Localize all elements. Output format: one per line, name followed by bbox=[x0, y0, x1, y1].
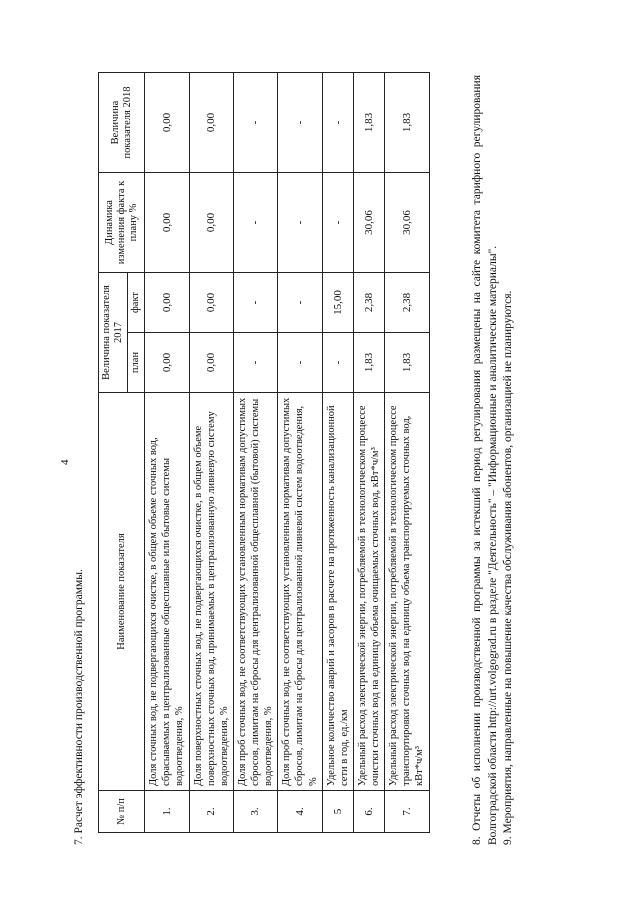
note-8: 8. Отчеты об исполнении производственной программы за истекший период регулирования размещены на сайте комитета тарифного регулирования Волгоградской области http://urt.volgograd.ru в разделе "Деятельность" – "Информационные и аналитические материалы". bbox=[471, 75, 499, 845]
row-value-2018: 0,00 bbox=[189, 73, 233, 173]
row-value-2018: - bbox=[322, 73, 353, 173]
row-num: 5 bbox=[322, 791, 353, 833]
row-num: 1. bbox=[145, 791, 189, 833]
row-fact: - bbox=[233, 273, 277, 333]
row-plan: 1,83 bbox=[385, 333, 429, 393]
table-row bbox=[353, 73, 384, 833]
header-value-2017: Величина показателя 2017 bbox=[99, 273, 128, 393]
row-num: 3. bbox=[233, 791, 277, 833]
row-plan: - bbox=[322, 333, 353, 393]
efficiency-table bbox=[98, 72, 430, 833]
row-dynamics: - bbox=[233, 173, 277, 273]
notes-block bbox=[470, 75, 517, 845]
row-num: 7. bbox=[385, 791, 429, 833]
table-row bbox=[189, 73, 233, 833]
row-name: Доля поверхностных сточных вод, не подвергающихся очистке, в общем объеме поверхностных сточных вод, принимаемых в централизованную ливневую систему водоотведения, % bbox=[189, 393, 233, 791]
row-dynamics: 0,00 bbox=[145, 173, 189, 273]
row-fact: 0,00 bbox=[189, 273, 233, 333]
note-9: 9. Мероприятия, направленные на повышение качества обслуживания абонентов, организацией не планируются. bbox=[502, 290, 515, 845]
row-num: 6. bbox=[353, 791, 384, 833]
row-value-2018: - bbox=[233, 73, 277, 173]
row-name: Доля проб сточных вод, не соответствующих установленным нормативам допустимых сбросов, лимитам на сбросы для централизованной ливневой систем водоотведения, % bbox=[278, 393, 322, 791]
row-value-2018: 0,00 bbox=[145, 73, 189, 173]
header-num: № п/п bbox=[99, 791, 145, 833]
row-num: 4. bbox=[278, 791, 322, 833]
row-value-2018: - bbox=[278, 73, 322, 173]
row-plan: 0,00 bbox=[145, 333, 189, 393]
row-dynamics: 0,00 bbox=[189, 173, 233, 273]
table-row bbox=[233, 73, 277, 833]
row-name: Удельный расход электрической энергии, потребляемой в технологическом процессе транспортировки сточных вод на единицу объема транспортируемых сточных вод, кВт*ч/м³ bbox=[385, 393, 429, 791]
row-fact: - bbox=[278, 273, 322, 333]
row-dynamics: 30,06 bbox=[353, 173, 384, 273]
header-name: Наименование показателя bbox=[99, 393, 145, 791]
header-fact: факт bbox=[128, 273, 145, 333]
row-name: Доля проб сточных вод, не соответствующих установленным нормативам допустимых сбросов, лимитам на сбросы для централизованной общесплавной (бытовой) системы водоотведения, % bbox=[233, 393, 277, 791]
row-dynamics: - bbox=[278, 173, 322, 273]
row-value-2018: 1,83 bbox=[353, 73, 384, 173]
row-name: Доля сточных вод, не подвергающихся очистке, в общем объеме сточных вод, сбрасываемых в централизованные общесплавные или бытовые системы водоотведения, % bbox=[145, 393, 189, 791]
row-name: Удельный расход электрической энергии, потребляемой в технологическом процессе очистки сточных вод на единицу объема очищаемых сточных вод, кВт*ч/м³ bbox=[353, 393, 384, 791]
row-name: Удельное количество аварий и засоров в расчете на протяженность канализационной сети в год, ед./км bbox=[322, 393, 353, 791]
page-number: 4 bbox=[59, 459, 71, 465]
row-dynamics: 30,06 bbox=[385, 173, 429, 273]
row-fact: 15,00 bbox=[322, 273, 353, 333]
table-row bbox=[385, 73, 429, 833]
row-plan: 0,00 bbox=[189, 333, 233, 393]
row-value-2018: 1,83 bbox=[385, 73, 429, 173]
rotated-content bbox=[60, 65, 560, 845]
row-plan: - bbox=[233, 333, 277, 393]
table-row bbox=[278, 73, 322, 833]
row-dynamics: - bbox=[322, 173, 353, 273]
row-fact: 0,00 bbox=[145, 273, 189, 333]
header-plan: план bbox=[128, 333, 145, 393]
row-num: 2. bbox=[189, 791, 233, 833]
table-row bbox=[322, 73, 353, 833]
header-value-2018: Величина показателя 2018 bbox=[99, 73, 145, 173]
table-row bbox=[145, 73, 189, 833]
row-fact: 2,38 bbox=[353, 273, 384, 333]
row-fact: 2,38 bbox=[385, 273, 429, 333]
header-dynamics: Динамика изменения факта к плану % bbox=[99, 173, 145, 273]
section-heading: 7. Расчет эффективности производственной программы. bbox=[73, 569, 85, 845]
row-plan: - bbox=[278, 333, 322, 393]
row-plan: 1,83 bbox=[353, 333, 384, 393]
